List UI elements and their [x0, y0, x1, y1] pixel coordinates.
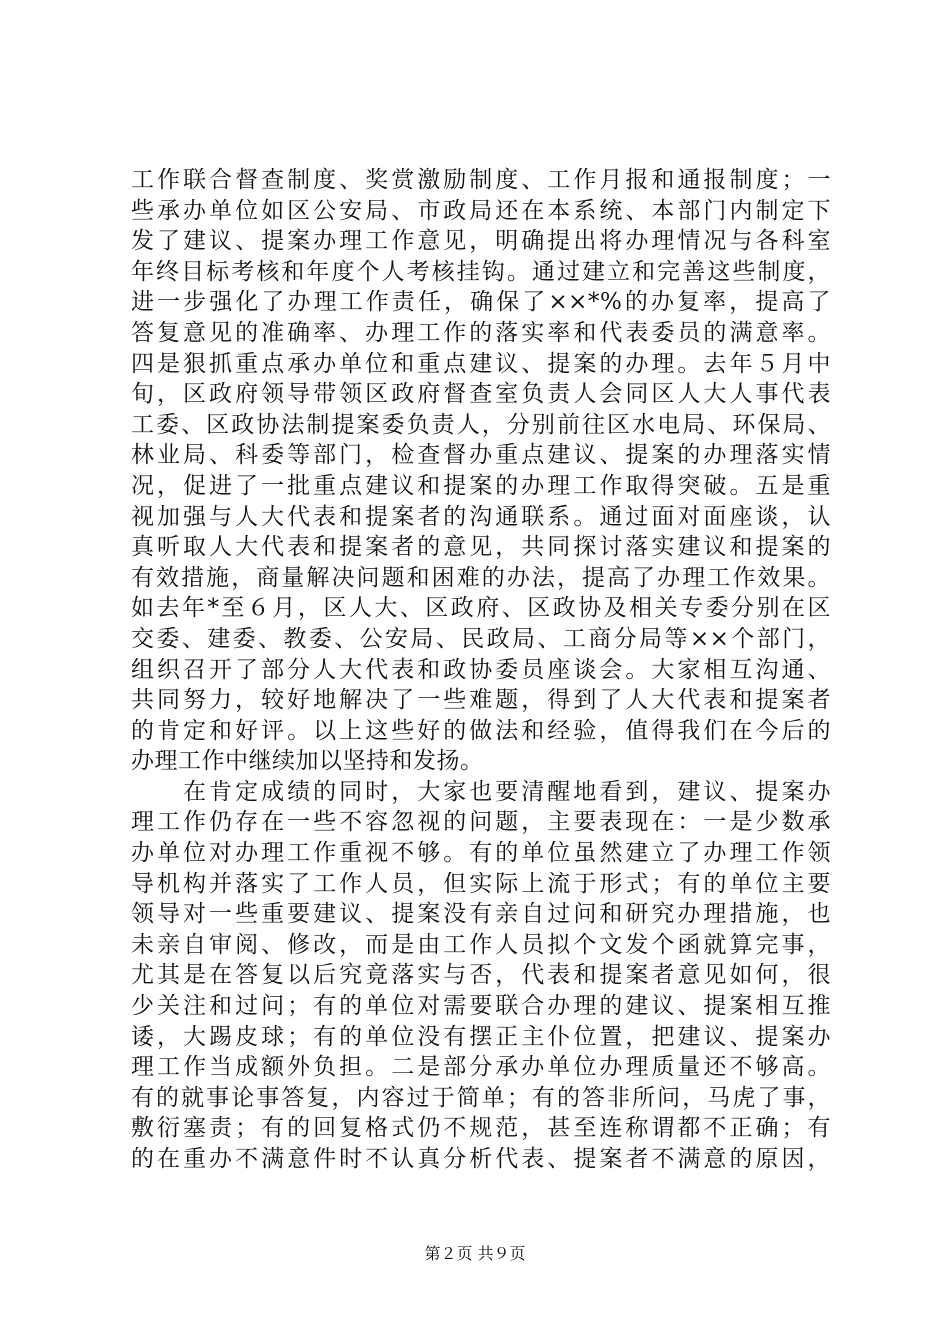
text-line: 有效措施，商量解决问题和困难的办法，提高了办理工作效果。	[131, 564, 831, 591]
text-line: 发了建议、提案办理工作意见，明确提出将办理情况与各科室	[131, 228, 831, 255]
text-line: 真听取人大代表和提案者的意见，共同探讨落实建议和提案的	[131, 534, 831, 561]
text-line: 少关注和过问；有的单位对需要联合办理的建议、提案相互推	[131, 993, 831, 1020]
text-line: 办单位对办理工作重视不够。有的单位虽然建立了办理工作领	[131, 840, 831, 867]
text-line: 理工作当成额外负担。二是部分承办单位办理质量还不够高。	[131, 1054, 831, 1081]
text-line: 交委、建委、教委、公安局、民政局、工商分局等××个部门，	[131, 625, 831, 652]
text-line: 工委、区政协法制提案委负责人，分别前往区水电局、环保局、	[131, 411, 831, 438]
text-line: 答复意见的准确率、办理工作的落实率和代表委员的满意率。	[131, 319, 831, 346]
text-line: 年终目标考核和年度个人考核挂钩。通过建立和完善这些制度，	[131, 258, 831, 285]
text-line: 的在重办不满意件时不认真分析代表、提案者不满意的原因，	[131, 1146, 831, 1172]
text-line: 工作联合督查制度、奖赏激励制度、工作月报和通报制度；一	[131, 167, 831, 193]
body-text	[131, 165, 831, 1175]
text-line: 进一步强化了办理工作责任，确保了××*%的办复率，提高了	[131, 289, 831, 316]
page-number: 第２页 共９页	[424, 1244, 526, 1263]
text-line: 未亲自审阅、修改，而是由工作人员拟个文发个函就算完事，	[131, 931, 831, 958]
text-line: 办理工作中继续加以坚持和发扬。	[131, 748, 484, 775]
text-line: 的肯定和好评。以上这些好的做法和经验，值得我们在今后的	[131, 717, 831, 744]
text-line: 况，促进了一批重点建议和提案的办理工作取得突破。五是重	[131, 472, 831, 499]
text-line: 组织召开了部分人大代表和政协委员座谈会。大家相互沟通、	[131, 656, 831, 683]
text-line: 诿，大踢皮球；有的单位没有摆正主仆位置，把建议、提案办	[131, 1023, 831, 1050]
text-line: 旬，区政府领导带领区政府督查室负责人会同区人大人事代表	[131, 381, 831, 408]
text-line: 在肯定成绩的同时，大家也要清醒地看到，建议、提案办	[131, 778, 831, 805]
text-line: 有的就事论事答复，内容过于简单；有的答非所问，马虎了事，	[131, 1084, 831, 1111]
text-line: 理工作仍存在一些不容忽视的问题，主要表现在：一是少数承	[131, 809, 831, 836]
text-line: 如去年*至６月，区人大、区政府、区政协及相关专委分别在区	[131, 595, 831, 622]
text-line: 导机构并落实了工作人员，但实际上流于形式；有的单位主要	[131, 870, 831, 897]
text-line: 尤其是在答复以后究竟落实与否，代表和提案者意见如何，很	[131, 962, 831, 989]
text-line: 林业局、科委等部门，检查督办重点建议、提案的办理落实情	[131, 442, 831, 469]
text-line: 些承办单位如区公安局、市政局还在本系统、本部门内制定下	[131, 197, 831, 224]
text-line: 四是狠抓重点承办单位和重点建议、提案的办理。去年５月中	[131, 350, 831, 377]
text-line: 敷衍塞责；有的回复格式仍不规范，甚至连称谓都不正确；有	[131, 1115, 831, 1142]
text-line: 共同努力，较好地解决了一些难题，得到了人大代表和提案者	[131, 687, 831, 714]
text-line: 视加强与人大代表和提案者的沟通联系。通过面对面座谈，认	[131, 503, 831, 530]
text-line: 领导对一些重要建议、提案没有亲自过问和研究办理措施，也	[131, 901, 831, 928]
